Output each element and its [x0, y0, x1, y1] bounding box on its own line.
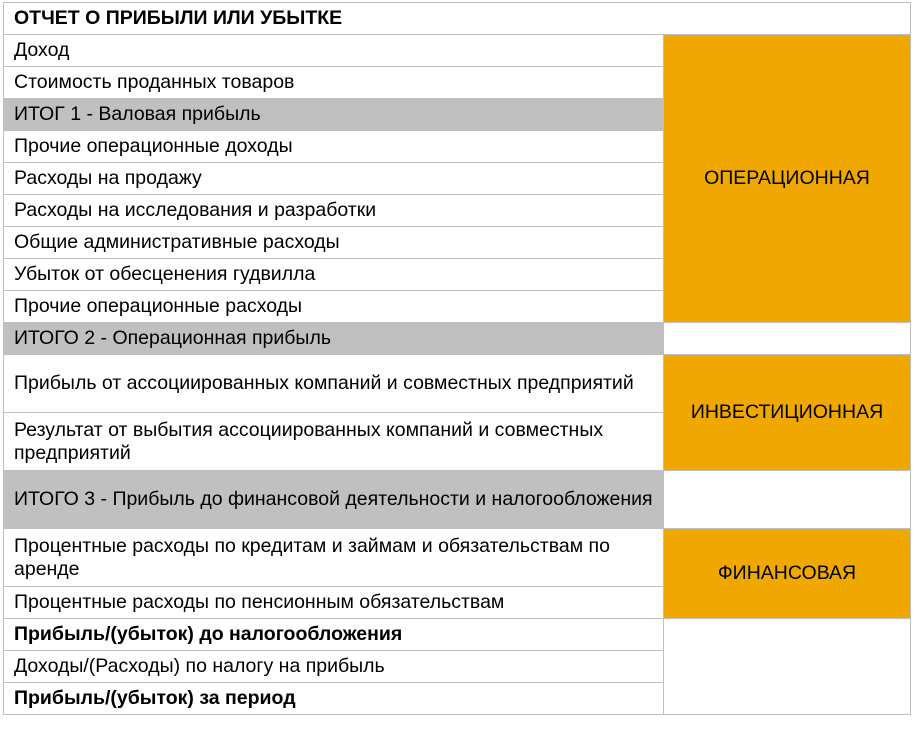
row-label: Прочие операционные расходы [4, 291, 664, 323]
table-row-total [4, 471, 911, 529]
row-label: Процентные расходы по кредитам и займам и обязательствам по аренде [4, 529, 664, 587]
row-label-bold: Прибыль/(убыток) за период [4, 683, 664, 715]
category-blank [664, 619, 911, 715]
row-label: Доход [4, 35, 664, 67]
row-label: Расходы на продажу [4, 163, 664, 195]
income-statement-table [3, 2, 911, 715]
row-label: Убыток от обесценения гудвилла [4, 259, 664, 291]
table-title-row [4, 3, 911, 35]
category-investing: ИНВЕСТИЦИОННАЯ [664, 355, 911, 471]
row-label-total: ИТОГО 2 - Операционная прибыль [4, 323, 664, 355]
table-row [4, 35, 911, 67]
row-label: Прочие операционные доходы [4, 131, 664, 163]
table-row [4, 355, 911, 413]
row-label: Прибыль от ассоциированных компаний и совместных предприятий [4, 355, 664, 413]
category-operating: ОПЕРАЦИОННАЯ [664, 35, 911, 323]
table-row [4, 529, 911, 587]
category-financing: ФИНАНСОВАЯ [664, 529, 911, 619]
row-label: Общие административные расходы [4, 227, 664, 259]
category-blank [664, 471, 911, 529]
table-row [4, 619, 911, 651]
table-title: ОТЧЕТ О ПРИБЫЛИ ИЛИ УБЫТКЕ [4, 3, 911, 35]
row-label: Расходы на исследования и разработки [4, 195, 664, 227]
row-label: Стоимость проданных товаров [4, 67, 664, 99]
row-label-total: ИТОГ 1 - Валовая прибыль [4, 99, 664, 131]
row-label-total: ИТОГО 3 - Прибыль до финансовой деятельности и налогообложения [4, 471, 664, 529]
category-blank [664, 323, 911, 355]
table-row-total [4, 323, 911, 355]
row-label: Доходы/(Расходы) по налогу на прибыль [4, 651, 664, 683]
row-label-bold: Прибыль/(убыток) до налогообложения [4, 619, 664, 651]
row-label: Процентные расходы по пенсионным обязательствам [4, 587, 664, 619]
row-label: Результат от выбытия ассоциированных компаний и совместных предприятий [4, 413, 664, 471]
